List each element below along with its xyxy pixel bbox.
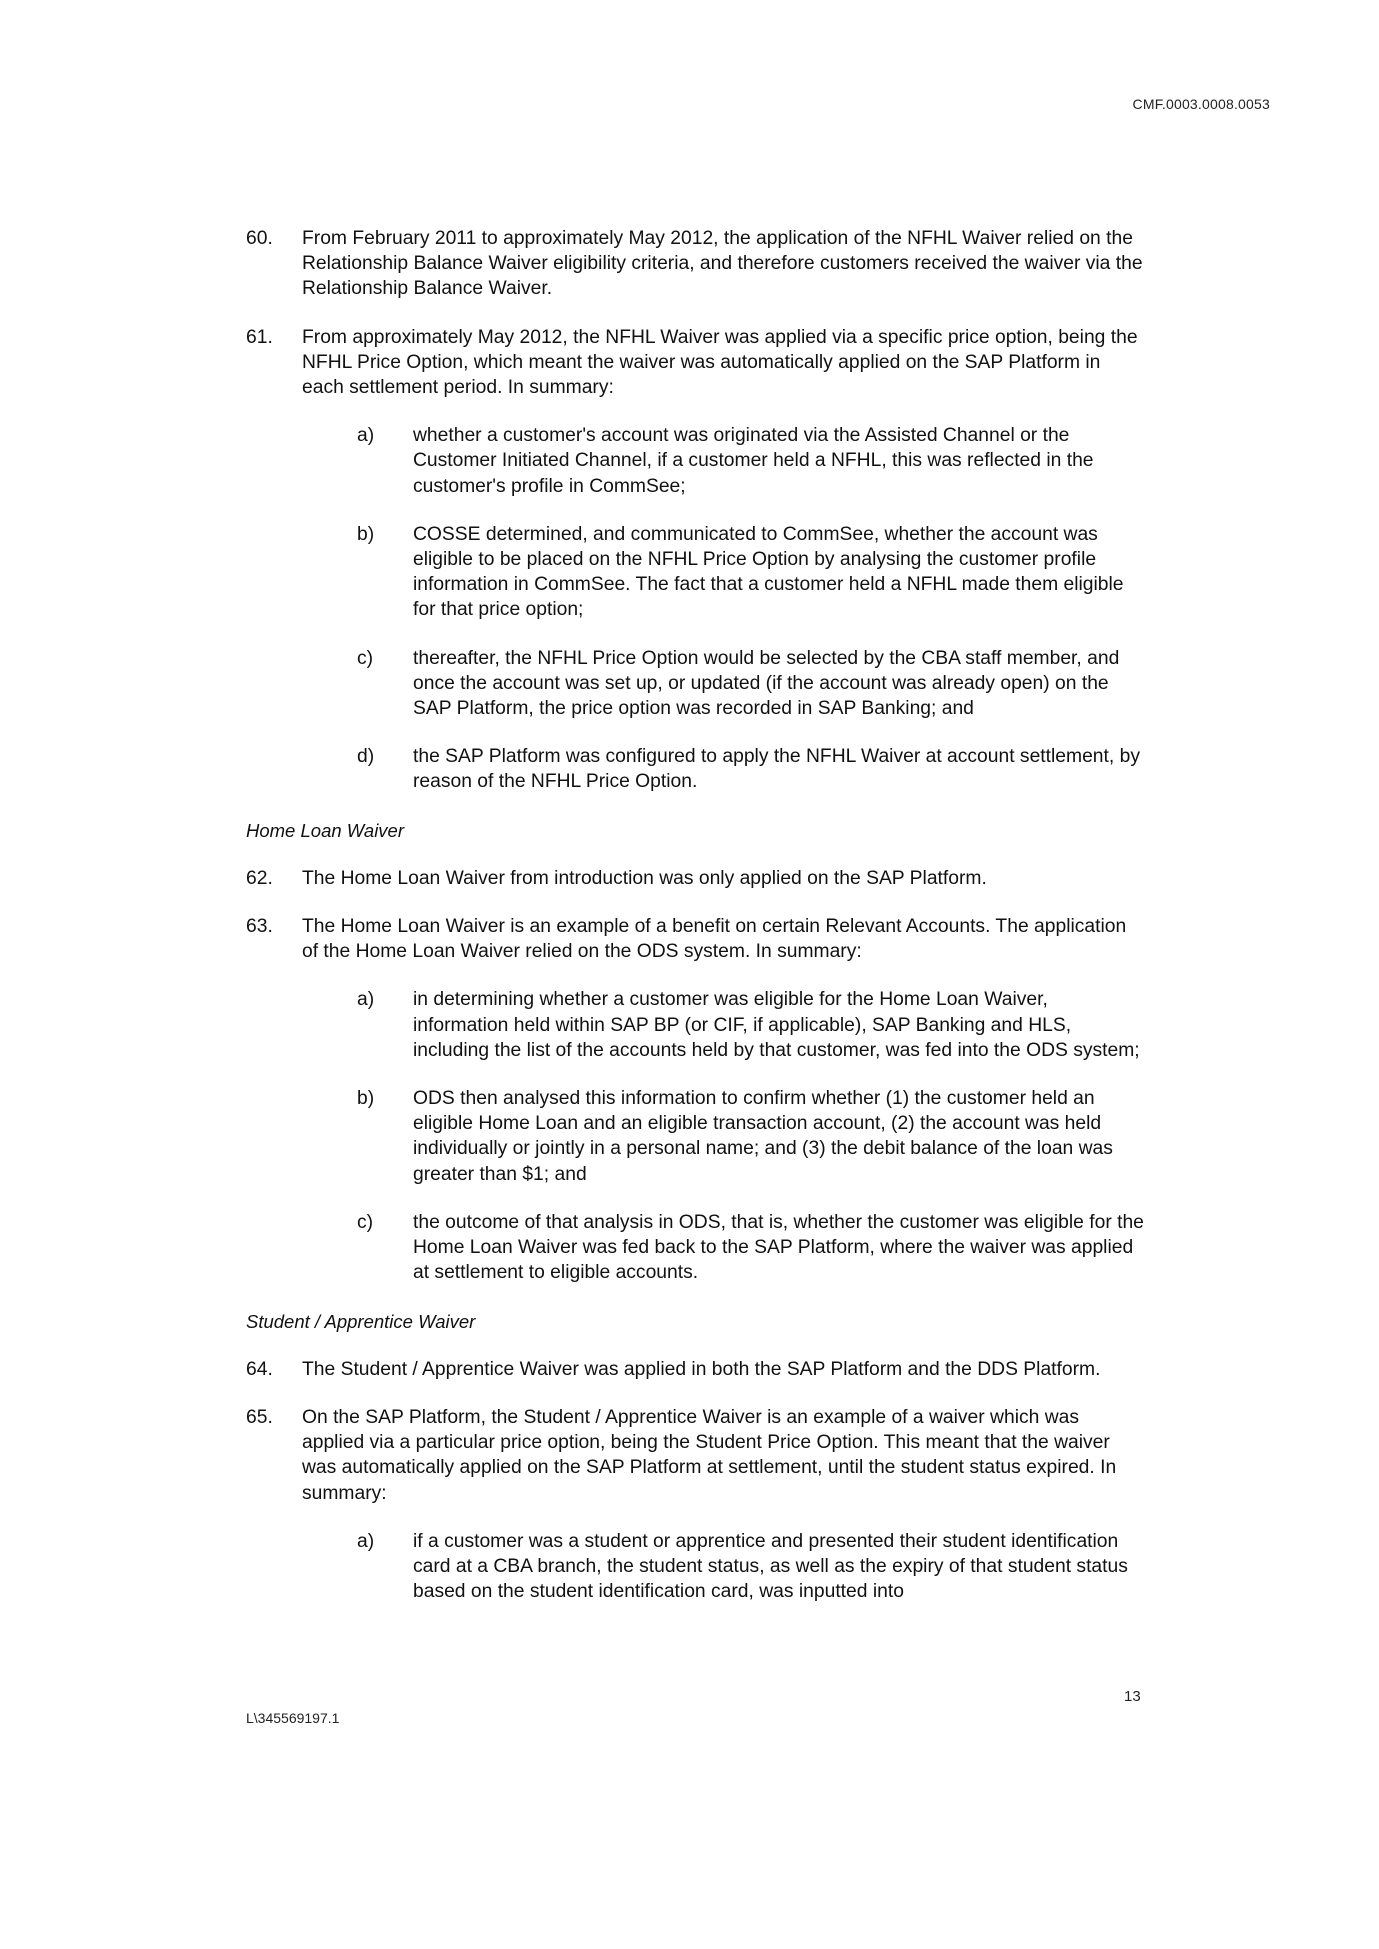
subparagraph-letter: a): [357, 989, 375, 1011]
paragraph-number: 62.: [246, 867, 273, 889]
subparagraph-letter: b): [357, 1088, 375, 1110]
paragraph-number: 64.: [246, 1358, 273, 1380]
subparagraph-letter: a): [357, 425, 375, 447]
section-heading-home-loan-waiver: Home Loan Waiver: [246, 819, 405, 841]
document-body: [246, 226, 1146, 1627]
subparagraph-letter: a): [357, 1530, 375, 1552]
subparagraph-63c: [357, 1210, 1146, 1286]
paragraph-62: [246, 866, 1146, 891]
subparagraph-letter: c): [357, 647, 374, 669]
subparagraph-text: the SAP Platform was configured to apply the NFHL Waiver at account settlement, by reason of the NFHL Price Option.: [413, 746, 1140, 793]
paragraph-64: [246, 1357, 1146, 1382]
subparagraph-63a: [357, 987, 1146, 1063]
paragraph-65: [246, 1405, 1146, 1506]
subparagraph-text: if a customer was a student or apprentice and presented their student identification card at a CBA branch, the student status, as well as the expiry of that student status based on the student identification card, was inputted into: [413, 1530, 1128, 1603]
paragraph-61: [246, 325, 1146, 401]
subparagraph-text: the outcome of that analysis in ODS, that is, whether the customer was eligible for the Home Loan Waiver was fed back to the SAP Platform, where the waiver was applied at settlement to eligible accounts.: [413, 1211, 1144, 1284]
document-id: CMF.0003.0008.0053: [1132, 96, 1270, 112]
subparagraph-letter: c): [357, 1211, 374, 1233]
subparagraph-61a: [357, 423, 1146, 499]
paragraph-text: From approximately May 2012, the NFHL Waiver was applied via a specific price option, being the NFHL Price Option, which meant the waiver was automatically applied on the SAP Platform in each settlement period. In summary:: [302, 326, 1138, 399]
subparagraph-61c: [357, 646, 1146, 722]
paragraph-text: The Student / Apprentice Waiver was applied in both the SAP Platform and the DDS Platform.: [302, 1358, 1101, 1380]
subparagraph-text: thereafter, the NFHL Price Option would be selected by the CBA staff member, and once the account was set up, or updated (if the account was already open) on the SAP Platform, the price option was recorded in SAP Banking; and: [413, 647, 1120, 720]
paragraph-63: [246, 914, 1146, 964]
paragraph-number: 65.: [246, 1406, 273, 1428]
subparagraph-text: COSSE determined, and communicated to CommSee, whether the account was eligible to be placed on the NFHL Price Option by analysing the customer profile information in CommSee. The fact that a customer held a NFHL made them eligible for that price option;: [413, 523, 1124, 621]
footer-document-reference: L\345569197.1: [246, 1710, 340, 1726]
subparagraph-letter: d): [357, 746, 375, 768]
subparagraph-text: whether a customer's account was originated via the Assisted Channel or the Customer Initiated Channel, if a customer held a NFHL, this was reflected in the customer's profile in CommSee;: [413, 425, 1094, 497]
paragraph-text: The Home Loan Waiver from introduction was only applied on the SAP Platform.: [302, 867, 987, 889]
page-number: 13: [1124, 1688, 1141, 1705]
paragraph-text: On the SAP Platform, the Student / Apprentice Waiver is an example of a waiver which was applied via a particular price option, being the Student Price Option. This meant that the waiver was automatically applied on the SAP Platform at settlement, until the student status expired. In summary:: [302, 1406, 1117, 1504]
paragraph-number: 60.: [246, 228, 273, 249]
subparagraph-61d: [357, 744, 1146, 794]
paragraph-number: 63.: [246, 916, 273, 938]
subparagraph-61b: [357, 522, 1146, 623]
subparagraph-65a: [357, 1529, 1146, 1605]
paragraph-60: [246, 226, 1146, 302]
paragraph-text: From February 2011 to approximately May 2012, the application of the NFHL Waiver relied on the Relationship Balance Waiver eligibility criteria, and therefore customers received the waiver via the Relationship Balance Waiver.: [302, 228, 1143, 300]
subparagraph-63b: [357, 1086, 1146, 1187]
paragraph-number: 61.: [246, 326, 273, 348]
subparagraph-text: in determining whether a customer was eligible for the Home Loan Waiver, information held within SAP BP (or CIF, if applicable), SAP Banking and HLS, including the list of the accounts held by that customer, was fed into the ODS system;: [413, 989, 1140, 1061]
subparagraph-text: ODS then analysed this information to confirm whether (1) the customer held an eligible Home Loan and an eligible transaction account, (2) the account was held individually or jointly in a personal name; and (3) the debit balance of the loan was greater than $1; and: [413, 1088, 1113, 1185]
subparagraph-letter: b): [357, 523, 375, 545]
paragraph-text: The Home Loan Waiver is an example of a benefit on certain Relevant Accounts. The application of the Home Loan Waiver relied on the ODS system. In summary:: [302, 916, 1127, 963]
section-heading-student-apprentice-waiver: Student / Apprentice Waiver: [246, 1310, 476, 1332]
